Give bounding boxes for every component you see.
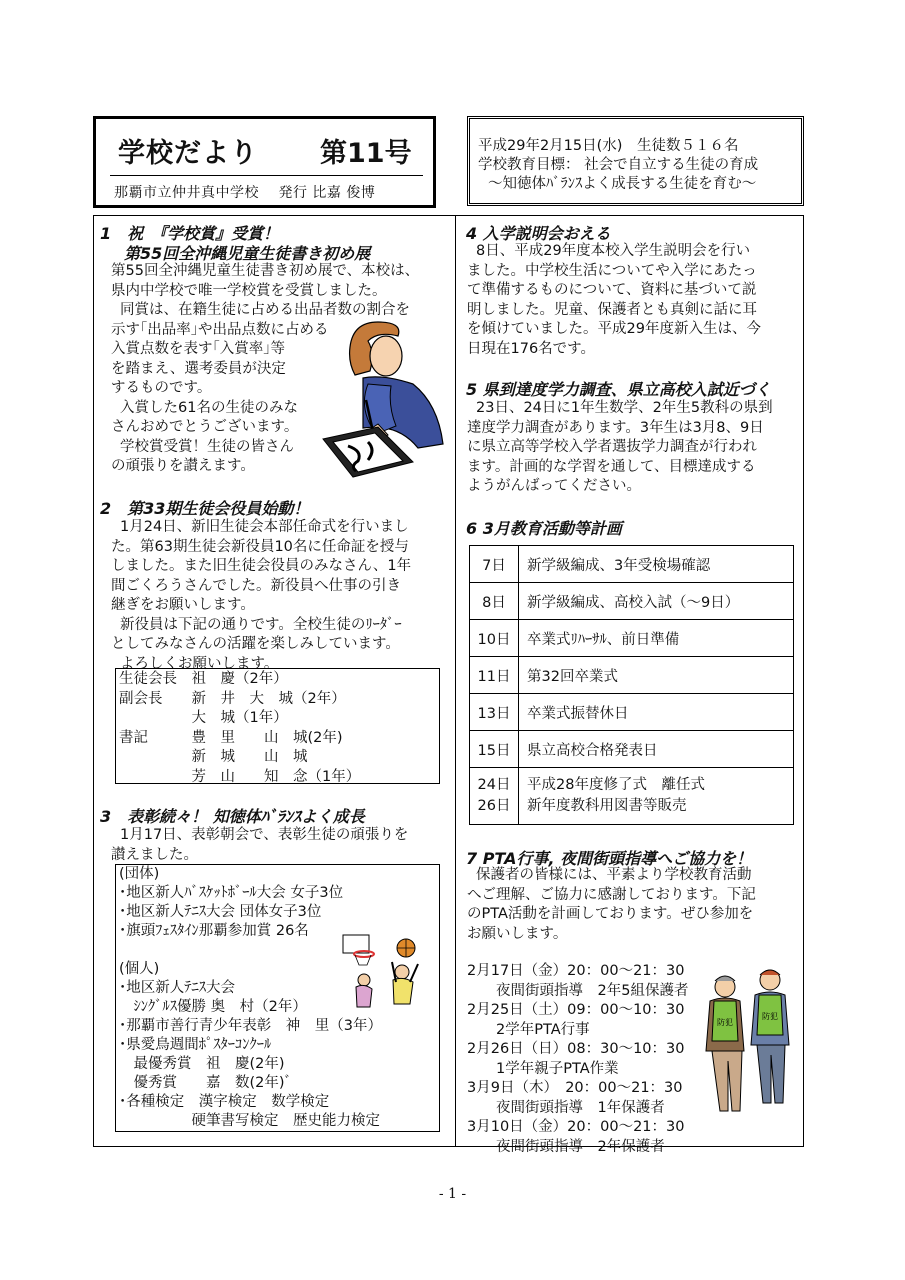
column-divider [455, 215, 456, 1147]
schedule-row: 13日 卒業式振替休日 [470, 694, 794, 731]
s1-body: 第55回全沖縄児童生徒書き初め展で、本校は、 県内中学校で唯一学校賞を受賞しました。 同賞は、在籍生徒に占める出品者数の割合を 示す｢出品率｣や出品点数に占める 入賞点数を表す｢入賞率｣等 を踏まえ、選考委員が決定 するものです。 入賞した61名の生徒のみな さんおめでとうございます。 学校賞受賞！生徒の皆さん の頑張りを讃えます。 [111, 263, 420, 474]
schedule-row: 24日 26日 平成28年度修了式 離任式 新年度教科用図書等販売 [470, 768, 794, 825]
vest-text-right: 防犯 [762, 1012, 778, 1021]
date-line: 平成29年2月15日(水) 生徒数５１６名 [478, 138, 739, 154]
s3-heading: 3 表彰続々！ 知徳体ﾊﾞﾗﾝｽよく成長 [100, 807, 365, 826]
publisher-line: 那覇市立仲井真中学校 発行 比嘉 俊博 [114, 185, 376, 201]
goal-line: 学校教育目標： 社会で自立する生徒の育成 [478, 157, 759, 173]
schedule-row: 10日 卒業式ﾘﾊｰｻﾙ、前日準備 [470, 620, 794, 657]
s1-subheading: 第55回全沖縄児童生徒書き初め展 [124, 244, 371, 263]
info-box [467, 116, 804, 206]
s6-heading: 6 3月教育活動等計画 [466, 519, 622, 538]
s3-body: 1月17日、表彰朝会で、表彰生徒の頑張りを 讃えました。 [111, 827, 409, 863]
s7-body: 保護者の皆様には、平素より学校教育活動 へご理解、ご協力に感謝しております。下記 のPTA活動を計画しております。ぜひ参加を お願いします。 [467, 867, 756, 942]
newsletter-title: 学校だより [118, 138, 258, 169]
basketball-illustration [338, 930, 438, 1010]
s2-body: 1月24日、新旧生徒会本部任命式を行いまし た。第63期生徒会新役員10名に任命証を授与 しました。また旧生徒会役員のみなさん、1年 間ごくろうさんでした。新役員へ仕事の引き 継ぎをお願いします。 新役員は下記の通りです。全校生徒のﾘｰﾀﾞｰ としてみなさんの活躍を楽しみしています。 よろしくお願いします。 [111, 519, 412, 672]
awards-box: (団体) ･地区新人ﾊﾞｽｹｯﾄﾎﾞｰﾙ大会 女子3位 ･地区新人ﾃﾆｽ大会 団体女子3位 ･旗頭ﾌｪｽﾀｲﾝ那覇参加賞 26名 (個人) ･地区新人ﾃﾆｽ大会 ｼﾝｸﾞﾙｽ優勝 奥 村（2年） ･那覇市善行青少年表彰 神 里（3年） ･県愛鳥週間ﾎﾟｽﾀｰｺﾝｸｰﾙ 最優秀賞 祖 慶(2年) 優秀賞 嘉 数(2年)ﾞ ･各種検定 漢字検定 数学検定 硬筆書写検定 歴史能力検定 [115, 864, 440, 1132]
goal-sub: ～知徳体ﾊﾞﾗﾝｽよく成長する生徒を育む～ [488, 176, 757, 192]
s4-body: 8日、平成29年度本校入学生説明会を行い ました。中学校生活についてや入学にあたっ て準備するものについて、資料に基づいて説 明しました。児童、保護者とも真剣に話に耳 を傾けていました。平成29年度新入生は、今 日現在176名です。 [467, 243, 761, 357]
s7-heading: 7 PTA行事, 夜間街頭指導へご協力を！ [466, 849, 753, 868]
s5-heading: 5 県到達度学力調査、県立高校入試近づく [466, 380, 771, 399]
title-rule [110, 175, 423, 176]
issue-number: 第11号 [320, 138, 412, 169]
s1-heading: 1 祝 『学校賞』受賞！ [100, 224, 280, 243]
calligraphy-student-illustration [308, 314, 453, 484]
s4-heading: 4 入学説明会おえる [466, 224, 611, 243]
schedule-row: 7日 新学級編成、3年受検場確認 [470, 546, 794, 583]
title-box [93, 116, 436, 208]
patrol-parents-illustration [700, 965, 800, 1125]
page-number: - 1 - [438, 1186, 467, 1202]
schedule-row: 11日 第32回卒業式 [470, 657, 794, 694]
schedule-table [469, 545, 794, 825]
officers-box: 生徒会長 祖 慶（2年） 副会長 新 井 大 城（2年） 大 城（1年） 書記 豊 里 山 城(2年) 新 城 山 城 芳 山 知 念（1年） [115, 668, 440, 784]
schedule-row: 8日 新学級編成、高校入試（～9日） [470, 583, 794, 620]
s2-heading: 2 第33期生徒会役員始動！ [100, 499, 310, 518]
s5-body: 23日、24日に1年生数学、2年生5教科の県到 達度学力調査があります。3年生は3月8、9日 に県立高等学校入学者選抜学力調査が行われ ます。計画的な学習を通して、目標達成する ようがんばってください。 [467, 400, 773, 494]
pta-events: 2月17日（金）20：00～21：30 夜間街頭指導 2年5組保護者 2月25日（土）09：00～10：30 2学年PTA行事 2月26日（日）08：30～10：30 1学年親子PTA作業 3月9日（木） 20：00～21：30 夜間街頭指導 1年保護者 3月10日（金）20：00～21：30 夜間街頭指導 2年保護者 [467, 963, 689, 1155]
schedule-row: 15日 県立高校合格発表日 [470, 731, 794, 768]
vest-text-left: 防犯 [717, 1018, 733, 1027]
